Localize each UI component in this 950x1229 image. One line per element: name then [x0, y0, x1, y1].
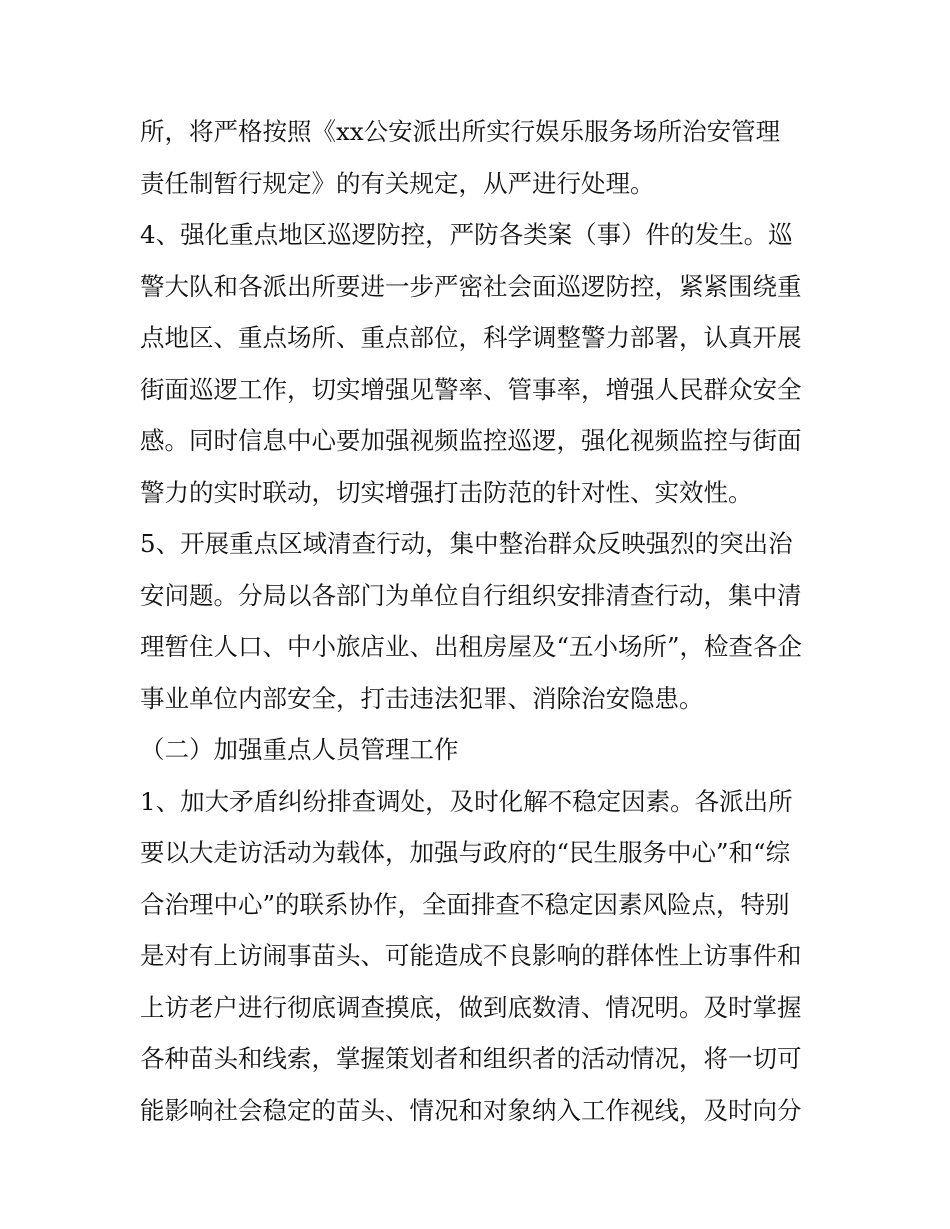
text-line: 警大队和各派出所要进一步严密社会面巡逻防控，紧紧围绕重 [140, 271, 802, 301]
text-line: 1、加大矛盾纠纷排查调处，及时化解不稳定因素。各派出所 [140, 786, 793, 816]
section-heading: （二）加强重点人员管理工作 [140, 735, 459, 764]
text-line: 感。同时信息中心要加强视频监控巡逻，强化视频监控与街面 [140, 426, 802, 455]
text-line: 安问题。分局以各部门为单位自行组织安排清查行动，集中清 [140, 580, 802, 610]
text-line: 4、强化重点地区巡逻防控，严防各类案（事）件的发生。巡 [140, 220, 793, 249]
text-line: 能影响社会稳定的苗头、情况和对象纳入工作视线，及时向分 [140, 1095, 802, 1125]
text-line: 要以大走访活动为载体，加强与政府的“民生服务中心”和“综 [140, 838, 791, 867]
text-line: 各种苗头和线索，掌握策划者和组织者的活动情况，将一切可 [140, 1044, 802, 1073]
text-line: 上访老户进行彻底调查摸底，做到底数清、情况明。及时掌握 [140, 992, 802, 1022]
text-line: 理暂住人口、中小旅店业、出租房屋及“五小场所”，检查各企 [140, 632, 803, 661]
text-line: 警力的实时联动，切实增强打击防范的针对性、实效性。 [140, 477, 753, 507]
text-line: 点地区、重点场所、重点部位，科学调整警力部署，认真开展 [140, 323, 802, 352]
text-line: 责任制暂行规定》的有关规定，从严进行处理。 [140, 168, 655, 198]
text-line: 街面巡逻工作，切实增强见警率、管事率，增强人民群众安全 [140, 374, 802, 404]
text-line: 所，将严格按照《xx公安派出所实行娱乐服务场所治安管理 [140, 117, 781, 146]
text-line: 5、开展重点区域清查行动，集中整治群众反映强烈的突出治 [140, 529, 793, 558]
text-line: 事业单位内部安全，打击违法犯罪、消除治安隐患。 [140, 683, 704, 713]
text-line: 合治理中心”的联系协作，全面排查不稳定因素风险点，特别 [140, 889, 790, 919]
document-body [140, 106, 820, 1136]
text-line: 是对有上访闹事苗头、可能造成不良影响的群体性上访事件和 [140, 941, 802, 970]
